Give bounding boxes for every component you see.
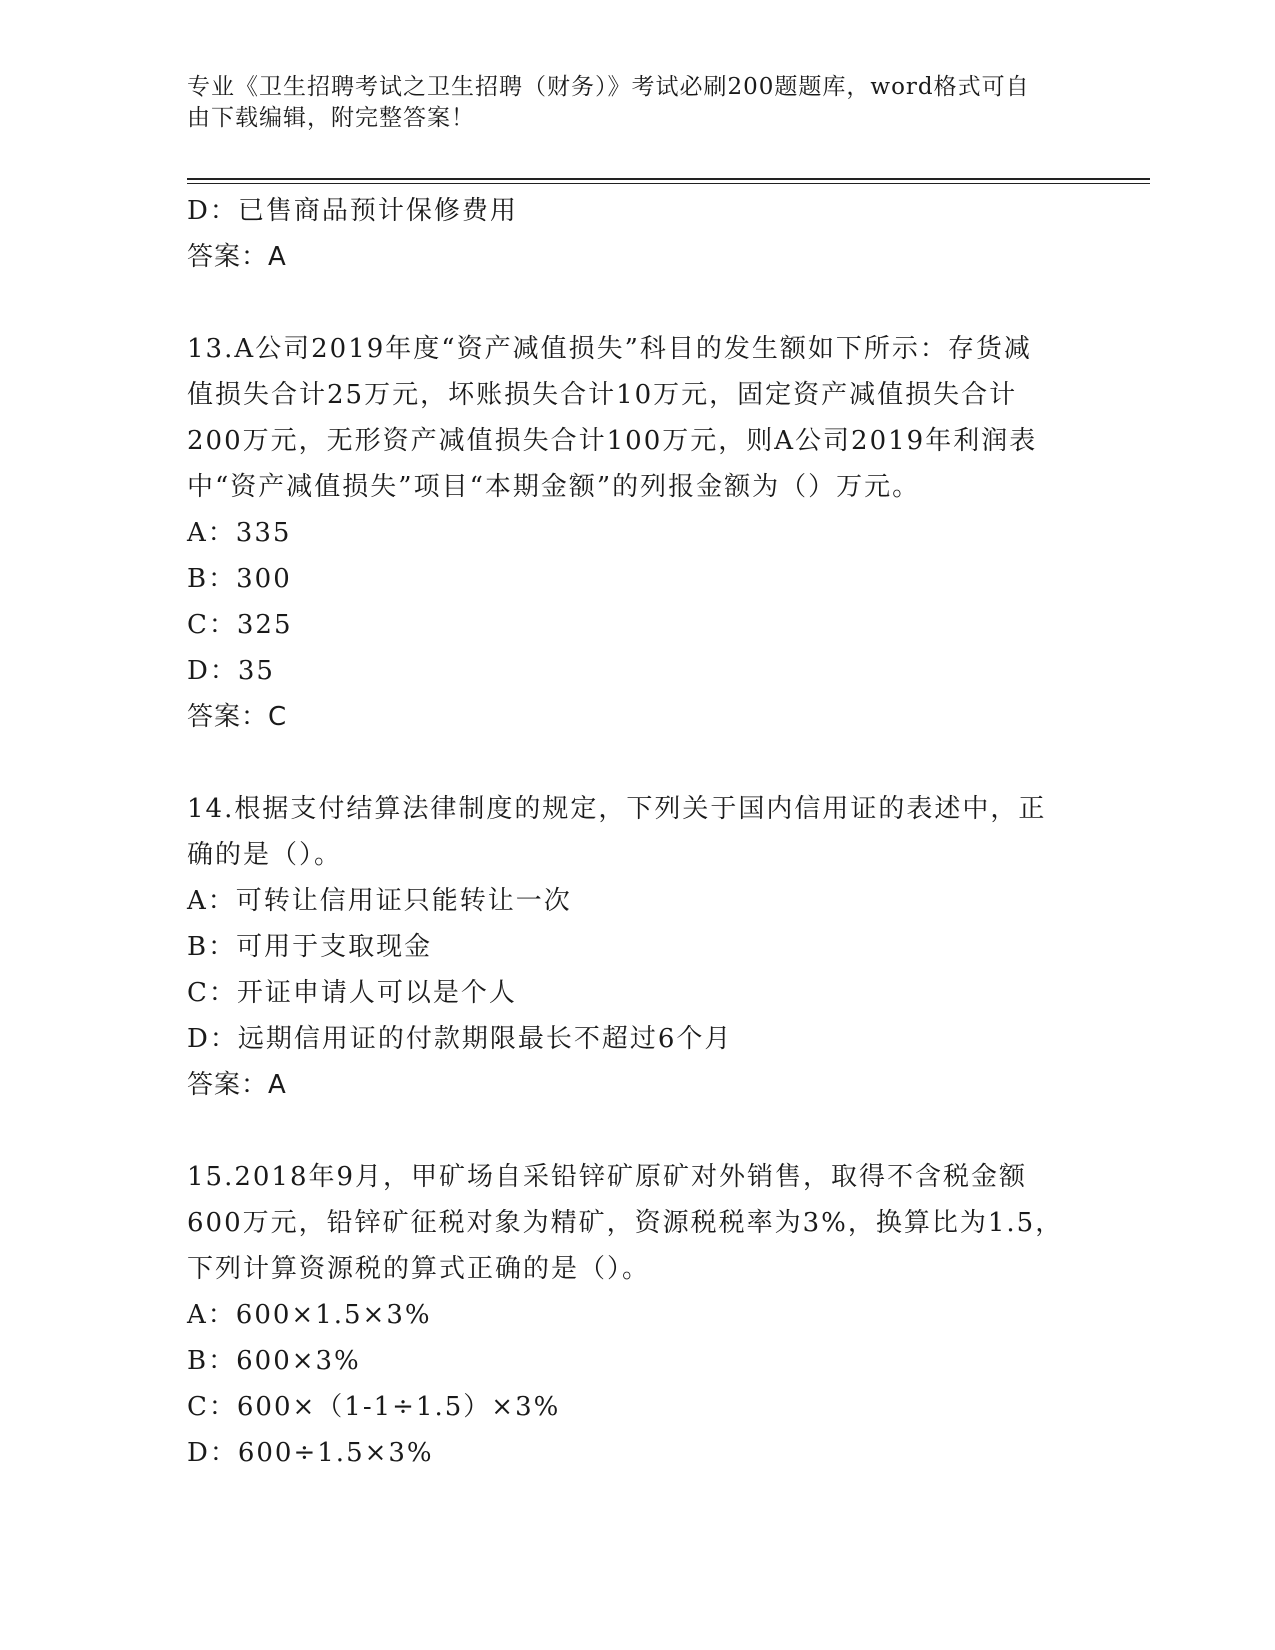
option-a: A：335	[187, 518, 292, 548]
answer-line: 答案：A	[187, 242, 287, 272]
spacer	[187, 280, 1087, 326]
question-15	[187, 1154, 1087, 1476]
question-14	[187, 786, 1087, 1108]
option-b: B：可用于支取现金	[187, 932, 433, 962]
option-d: D：已售商品预计保修费用	[187, 196, 518, 226]
option-d: D：35	[187, 656, 275, 686]
question-stem-line: 中“资产减值损失”项目“本期金额”的列报金额为（）万元。	[187, 472, 921, 502]
option-a: A：600×1.5×3%	[187, 1300, 432, 1330]
answer-line: 答案：C	[187, 702, 288, 732]
option-c: C：325	[187, 610, 293, 640]
header-divider-thin	[187, 183, 1150, 184]
document-header	[187, 72, 1067, 134]
question-stem-line: 值损失合计25万元，坏账损失合计10万元，固定资产减值损失合计	[187, 380, 1018, 410]
question-stem-line: 600万元，铅锌矿征税对象为精矿，资源税税率为3%，换算比为1.5，	[187, 1208, 1064, 1238]
option-d: D：远期信用证的付款期限最长不超过6个月	[187, 1024, 733, 1054]
previous-question-tail	[187, 188, 1087, 280]
option-d: D：600÷1.5×3%	[187, 1438, 434, 1468]
option-c: C：600×（1-1÷1.5）×3%	[187, 1392, 561, 1422]
option-a: A：可转让信用证只能转让一次	[187, 886, 572, 916]
question-stem-line: 确的是（）。	[187, 840, 343, 870]
question-stem-line: 15.2018年9月，甲矿场自采铅锌矿原矿对外销售，取得不含税金额	[187, 1162, 1028, 1192]
spacer	[187, 1108, 1087, 1154]
document-body	[187, 188, 1087, 1476]
option-b: B：600×3%	[187, 1346, 361, 1376]
question-13	[187, 326, 1087, 740]
header-divider-thick	[187, 178, 1150, 180]
option-b: B：300	[187, 564, 292, 594]
question-stem-line: 13.A公司2019年度“资产减值损失”科目的发生额如下所示：存货减	[187, 334, 1032, 364]
option-c: C：开证申请人可以是个人	[187, 978, 517, 1008]
header-line-1: 专业《卫生招聘考试之卫生招聘（财务）》考试必刷200题题库，word格式可自	[187, 74, 1030, 100]
question-stem-line: 14.根据支付结算法律制度的规定，下列关于国内信用证的表述中，正	[187, 794, 1047, 824]
answer-line: 答案：A	[187, 1070, 287, 1100]
question-stem-line: 下列计算资源税的算式正确的是（）。	[187, 1254, 651, 1284]
header-line-2: 由下载编辑，附完整答案！	[187, 105, 475, 131]
spacer	[187, 740, 1087, 786]
question-stem-line: 200万元，无形资产减值损失合计100万元，则A公司2019年利润表	[187, 426, 1038, 456]
